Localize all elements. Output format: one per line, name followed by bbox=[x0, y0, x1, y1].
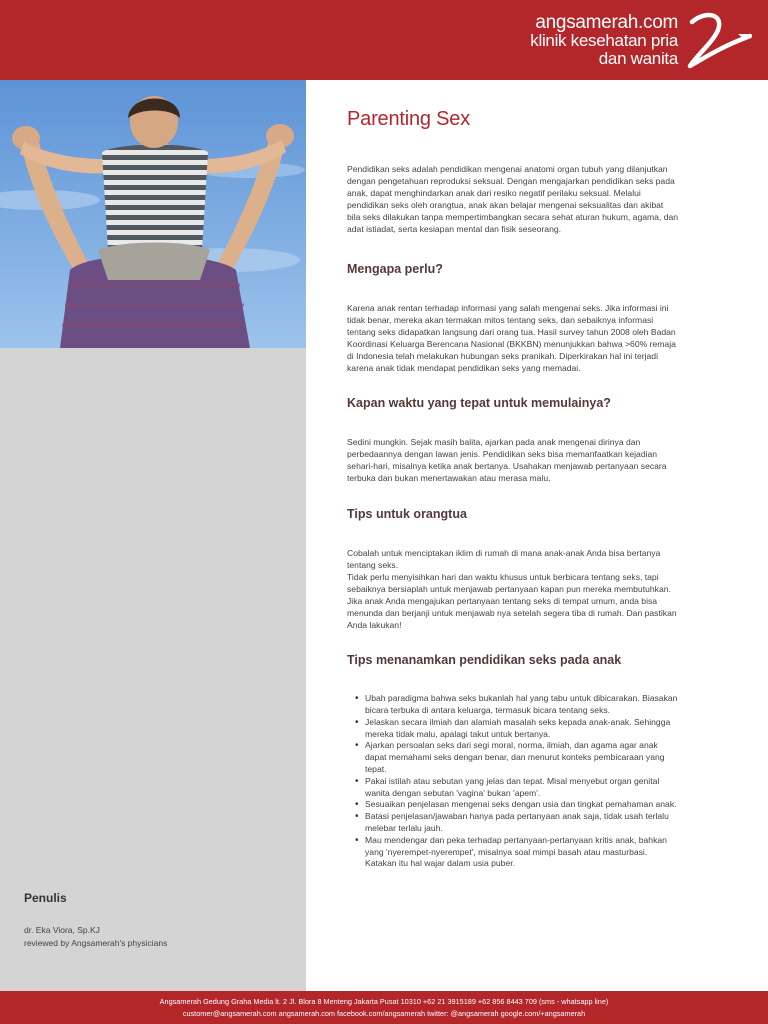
list-item: • Ubah paradigma bahwa seks bukanlah hal yang tabu untuk dibicarakan. Biasakan bicara terbuka di antara keluarga, termasuk bicara tentang seks. bbox=[357, 693, 679, 717]
tips-parents-line: Cobalah untuk menciptakan iklim di rumah di mana anak-anak Anda bisa bertanya tentang seks. bbox=[347, 547, 661, 570]
angsamerah-swan-logo-icon bbox=[680, 8, 752, 72]
list-item: • Batasi penjelasan/jawaban hanya pada pertanyaan anak saja, tidak usah terlalu melebar terlalu jauh. bbox=[357, 811, 679, 835]
list-item: • Mau mendengar dan peka terhadap pertanyaan-pertanyaan kritis anak, bahkan yang 'nyerempet-nyerempet', misalnya soal mimpi basah atau masturbasi. Katakan itu hal wajar dalam usia puber. bbox=[357, 835, 679, 870]
brand-site-name: angsamerah.com bbox=[535, 12, 678, 33]
brand-tagline-line-1: klinik kesehatan pria bbox=[530, 31, 678, 50]
header-bar bbox=[0, 0, 768, 80]
section-body-why: Karena anak rentan terhadap informasi yang salah mengenai seks. Jika informasi ini tidak benar, mereka akan termakan mitos tentang seks, dan sebaiknya informasi tentang seks didapatkan langsung dari orang tua. Hasil survey tahun 2008 oleh Badan Koordinasi Keluarga Berencana Nasional (BKKBN) menunjukkan bahwa >60% remaja di Indonesia telah melakukan hubungan seks pranikah. Diperkirakan hal ini terjadi karena anak tidak mendapat pendidikan seks yang memadai. bbox=[347, 302, 676, 374]
tips-parents-line: Jika anak Anda mengajukan pertanyaan tentang seks di tempat umum, anda bisa menunda dan berjanji untuk menjawab nya setelah segera tiba di rumah. Dan pastikan Anda lakukan! bbox=[347, 595, 677, 631]
list-item: • Sesuaikan penjelasan mengenai seks dengan usia dan tingkat pemahaman anak. bbox=[357, 799, 679, 811]
author-name: dr. Eka Viora, Sp.KJ bbox=[24, 925, 100, 935]
tips-parents-line: Tidak perlu menyisihkan hari dan waktu khusus untuk berbicara tentang seks, tapi sebaiknya bersiaplah untuk menjawab pertanyaan kapan pun mereka membutuhkan. bbox=[347, 571, 671, 594]
section-heading-tips-children: Tips menanamkan pendidikan seks pada anak bbox=[347, 653, 622, 668]
section-body-when: Sedini mungkin. Sejak masih balita, ajarkan pada anak mengenai dirinya dan perbedaannya dengan lawan jenis. Pendidikan seks bisa memanfaatkan kejadian sehari-hari, misalnya ketika anak bertanya. Usahakan menjawab pertanyaan secara terbuka dan bukan menertawakan atau merasa malu. bbox=[347, 437, 667, 484]
list-item: • Pakai istilah atau sebutan yang jelas dan tepat. Misal menyebut organ genital wanita dengan sebutan 'vagina' bukan 'apem'. bbox=[357, 776, 679, 800]
father-child-photo bbox=[0, 80, 306, 348]
tips-children-list bbox=[347, 693, 679, 870]
brand-tagline-line-2: dan wanita bbox=[598, 49, 678, 68]
section-heading-why: Mengapa perlu? bbox=[347, 261, 443, 276]
intro-paragraph: Pendidikan seks adalah pendidikan mengenai anatomi organ tubuh yang dilanjutkan dengan pengetahuan reproduksi seksual. Dengan mengajarkan pendidikan seks pada anak, dapat menghindarkan anak dari resiko negatif perilaku seksual. Melalui pendidikan seks oleh orangtua, anak akan belajar mengenai seksualitas dan akibat bila seks dilakukan tanpa mempertimbangkan secara sehat aturan hukum, agama, dan adat istiadat, serta kesiapan mental dan fisik seseorang. bbox=[347, 164, 679, 235]
author-review-note: reviewed by Angsamerah's physicians bbox=[24, 938, 168, 948]
footer-contact-online: customer@angsamerah.com angsamerah.com facebook.com/angsamerah twitter: @angsamerah google.com/+angsamerah bbox=[182, 1009, 586, 1018]
article-content bbox=[347, 108, 679, 870]
footer-contact-address: Angsamerah Gedung Graha Media lt. 2 Jl. Blora 8 Menteng Jakarta Pusat 10310 +62 21 3915189 +62 856 8443 709 (sms - whatsapp line) bbox=[159, 997, 609, 1006]
section-body-tips-parents bbox=[347, 547, 679, 632]
section-heading-when: Kapan waktu yang tepat untuk memulainya? bbox=[347, 396, 611, 411]
list-item: • Ajarkan persoalan seks dari segi moral, norma, ilmiah, dan agama agar anak dapat memahami seks dengan benar, dan menurut konteks pembicaraan yang tepat. bbox=[357, 740, 679, 775]
author-heading: Penulis bbox=[24, 891, 67, 905]
list-item: • Jelaskan secara ilmiah dan alamiah masalah seks kepada anak-anak. Sehingga mereka tidak malu, apalagi takut untuk bertanya. bbox=[357, 717, 679, 741]
page-title: Parenting Sex bbox=[347, 108, 471, 130]
footer-bar bbox=[0, 991, 768, 1024]
section-heading-tips-parents: Tips untuk orangtua bbox=[347, 506, 467, 521]
